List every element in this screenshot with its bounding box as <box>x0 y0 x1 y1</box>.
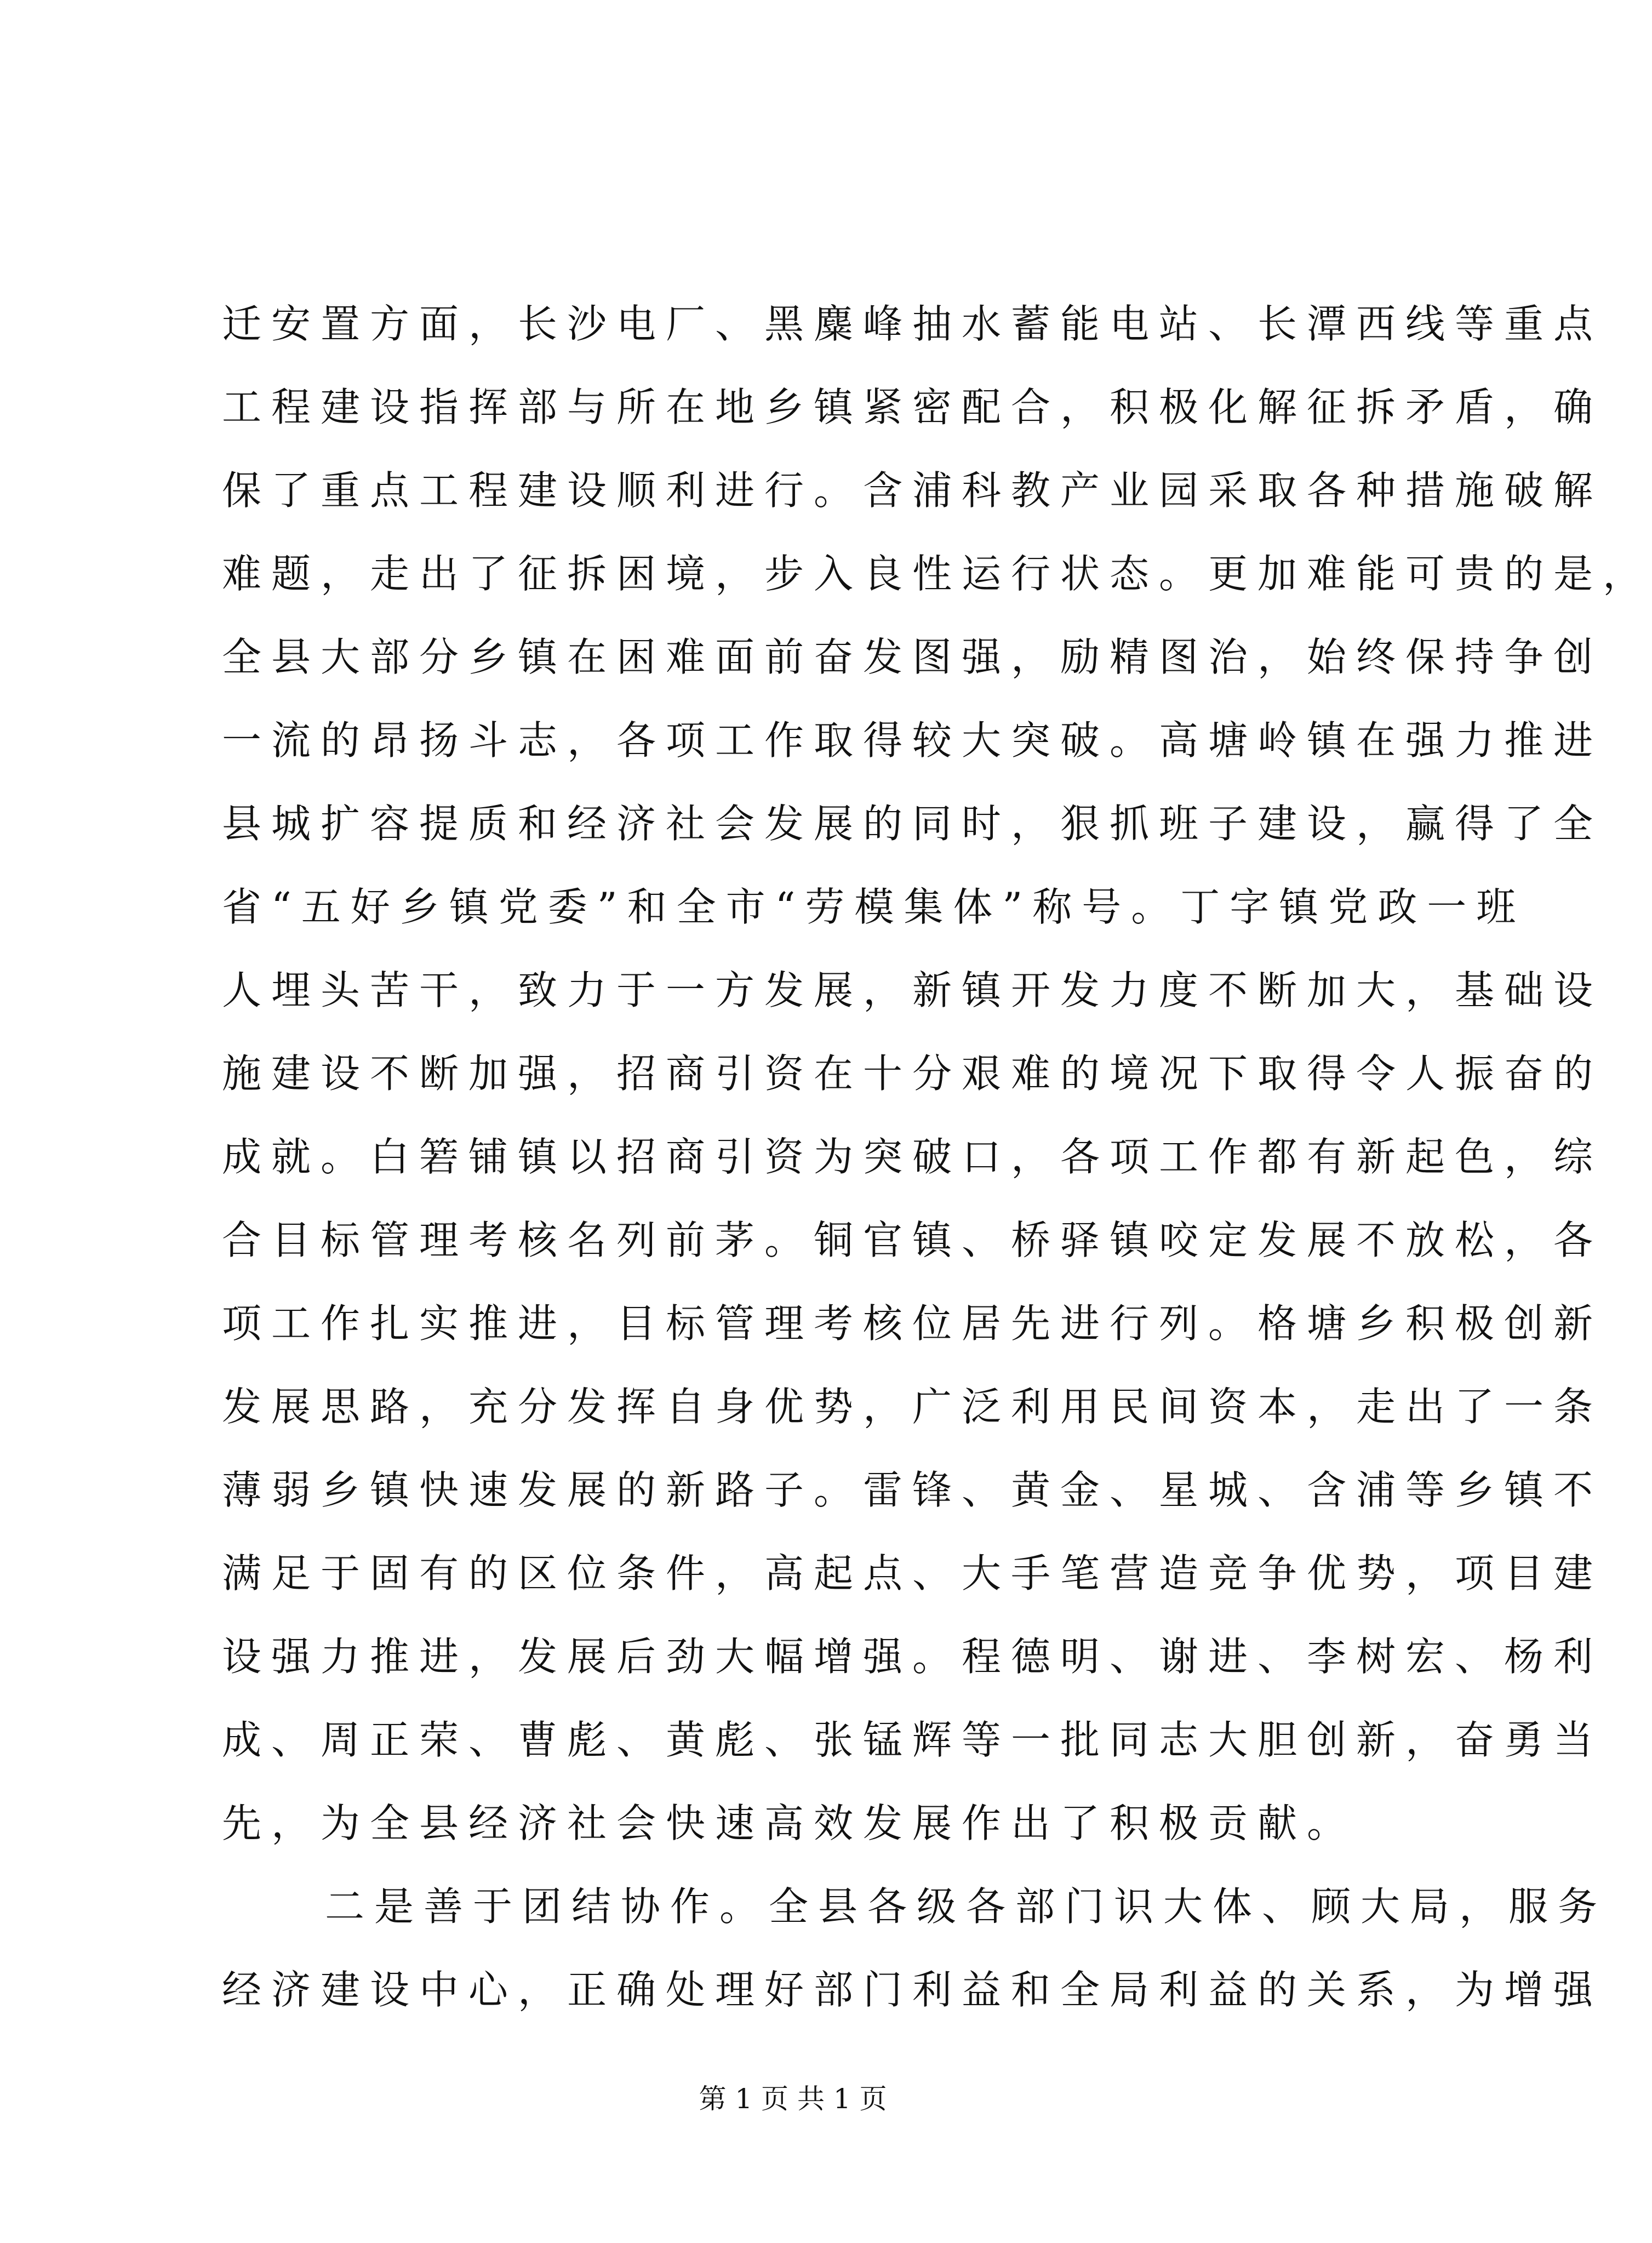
text-line: 保了重点工程建设顺利进行。含浦科教产业园采取各种措施破解 <box>222 467 1603 513</box>
text-line: 满足于固有的区位条件，高起点、大手笔营造竞争优势，项目建 <box>222 1550 1603 1596</box>
text-line: 经济建设中心，正确处理好部门利益和全局利益的关系，为增强 <box>222 1967 1603 2013</box>
text-line: 一流的昂扬斗志，各项工作取得较大突破。高塘岭镇在强力推进 <box>222 717 1603 763</box>
text-line: 施建设不断加强，招商引资在十分艰难的境况下取得令人振奋的 <box>222 1051 1603 1097</box>
text-line: 工程建设指挥部与所在地乡镇紧密配合，积极化解征拆矛盾，确 <box>222 384 1603 430</box>
text-line: 成、周正荣、曹彪、黄彪、张锰辉等一批同志大胆创新，奋勇当 <box>222 1717 1603 1763</box>
page-number-footer: 第 1 页 共 1 页 <box>699 2083 887 2115</box>
text-line: 全县大部分乡镇在困难面前奋发图强，励精图治，始终保持争创 <box>222 634 1603 680</box>
body-text <box>222 282 1652 2031</box>
text-line: 省“五好乡镇党委”和全市“劳模集体”称号。丁字镇党政一班 <box>222 884 1526 930</box>
text-line: 迁安置方面，长沙电厂、黑麋峰抽水蓄能电站、长潭西线等重点 <box>222 301 1603 347</box>
text-line: 合目标管理考核名列前茅。铜官镇、桥驿镇咬定发展不放松，各 <box>222 1217 1603 1263</box>
text-line: 人埋头苦干，致力于一方发展，新镇开发力度不断加大，基础设 <box>222 967 1603 1013</box>
text-line: 设强力推进，发展后劲大幅增强。程德明、谢进、李树宏、杨利 <box>222 1634 1603 1680</box>
text-line: 先，为全县经济社会快速高效发展作出了积极贡献。 <box>222 1800 1357 1846</box>
paragraph-start-line: 二是善于团结协作。全县各级各部门识大体、顾大局，服务 <box>325 1884 1608 1930</box>
text-line: 难题，走出了征拆困境，步入良性运行状态。更加难能可贵的是， <box>222 551 1652 597</box>
text-line: 发展思路，充分发挥自身优势，广泛利用民间资本，走出了一条 <box>222 1384 1603 1430</box>
text-line: 项工作扎实推进，目标管理考核位居先进行列。格塘乡积极创新 <box>222 1300 1603 1346</box>
text-line: 薄弱乡镇快速发展的新路子。雷锋、黄金、星城、含浦等乡镇不 <box>222 1467 1603 1513</box>
text-line: 县城扩容提质和经济社会发展的同时，狠抓班子建设，赢得了全 <box>222 801 1603 847</box>
text-line: 成就。白箬铺镇以招商引资为突破口，各项工作都有新起色，综 <box>222 1134 1603 1180</box>
